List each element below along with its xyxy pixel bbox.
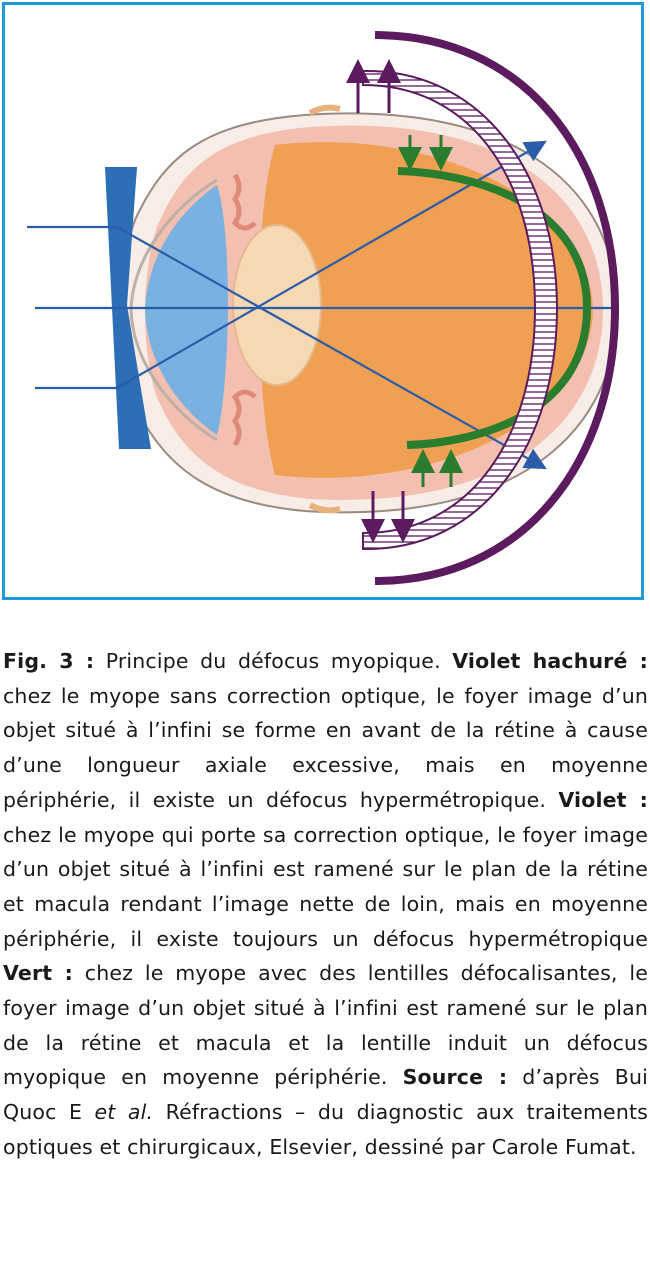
caption-et-al: et al.	[94, 1100, 154, 1125]
figure-label: Fig. 3 :	[3, 649, 95, 673]
term-violet: Violet :	[558, 787, 648, 812]
term-source: Source :	[402, 1065, 508, 1090]
caption-source-reference: Réfractions – du diagnostic aux traitements optiques et chirurgicaux, Elsevier, dessiné par Carole Fumat.	[3, 1100, 648, 1159]
term-green: Vert :	[3, 961, 73, 986]
caption-text-violet: chez le myope qui porte sa correction optique, le foyer image d’un objet situé à l’infini est ramené sur le plan de la rétine et macula rendant l’image nette de loin, mais en moyenne périphérie, il existe toujours un défocus hypermétropique	[3, 822, 648, 951]
caption-text-green: chez le myope avec des lentilles défocalisantes, le foyer image d’un objet situé à l’infini est ramené sur le plan de la rétine et macula et la lentille induit un défocus myopique en moyenne périphérie.	[3, 961, 649, 1090]
eyelid-top	[310, 108, 340, 113]
eye-diagram	[5, 5, 641, 597]
caption-intro: Principe du défocus myopique.	[94, 649, 453, 673]
caption-text-violet-hatched: chez le myope sans correction optique, le foyer image d’un objet situé à l’infini se forme en avant de la rétine à cause d’une longueur axiale excessive, mais en moyenne périphérie, il existe un défocus hypermétropique.	[3, 683, 648, 812]
figure-frame	[2, 2, 644, 600]
caption-source-text: d’après Bui Quoc E	[3, 1065, 648, 1125]
term-violet-hatched: Violet hachuré :	[452, 649, 648, 673]
figure-caption	[3, 644, 648, 1165]
crystalline-lens	[233, 225, 321, 385]
